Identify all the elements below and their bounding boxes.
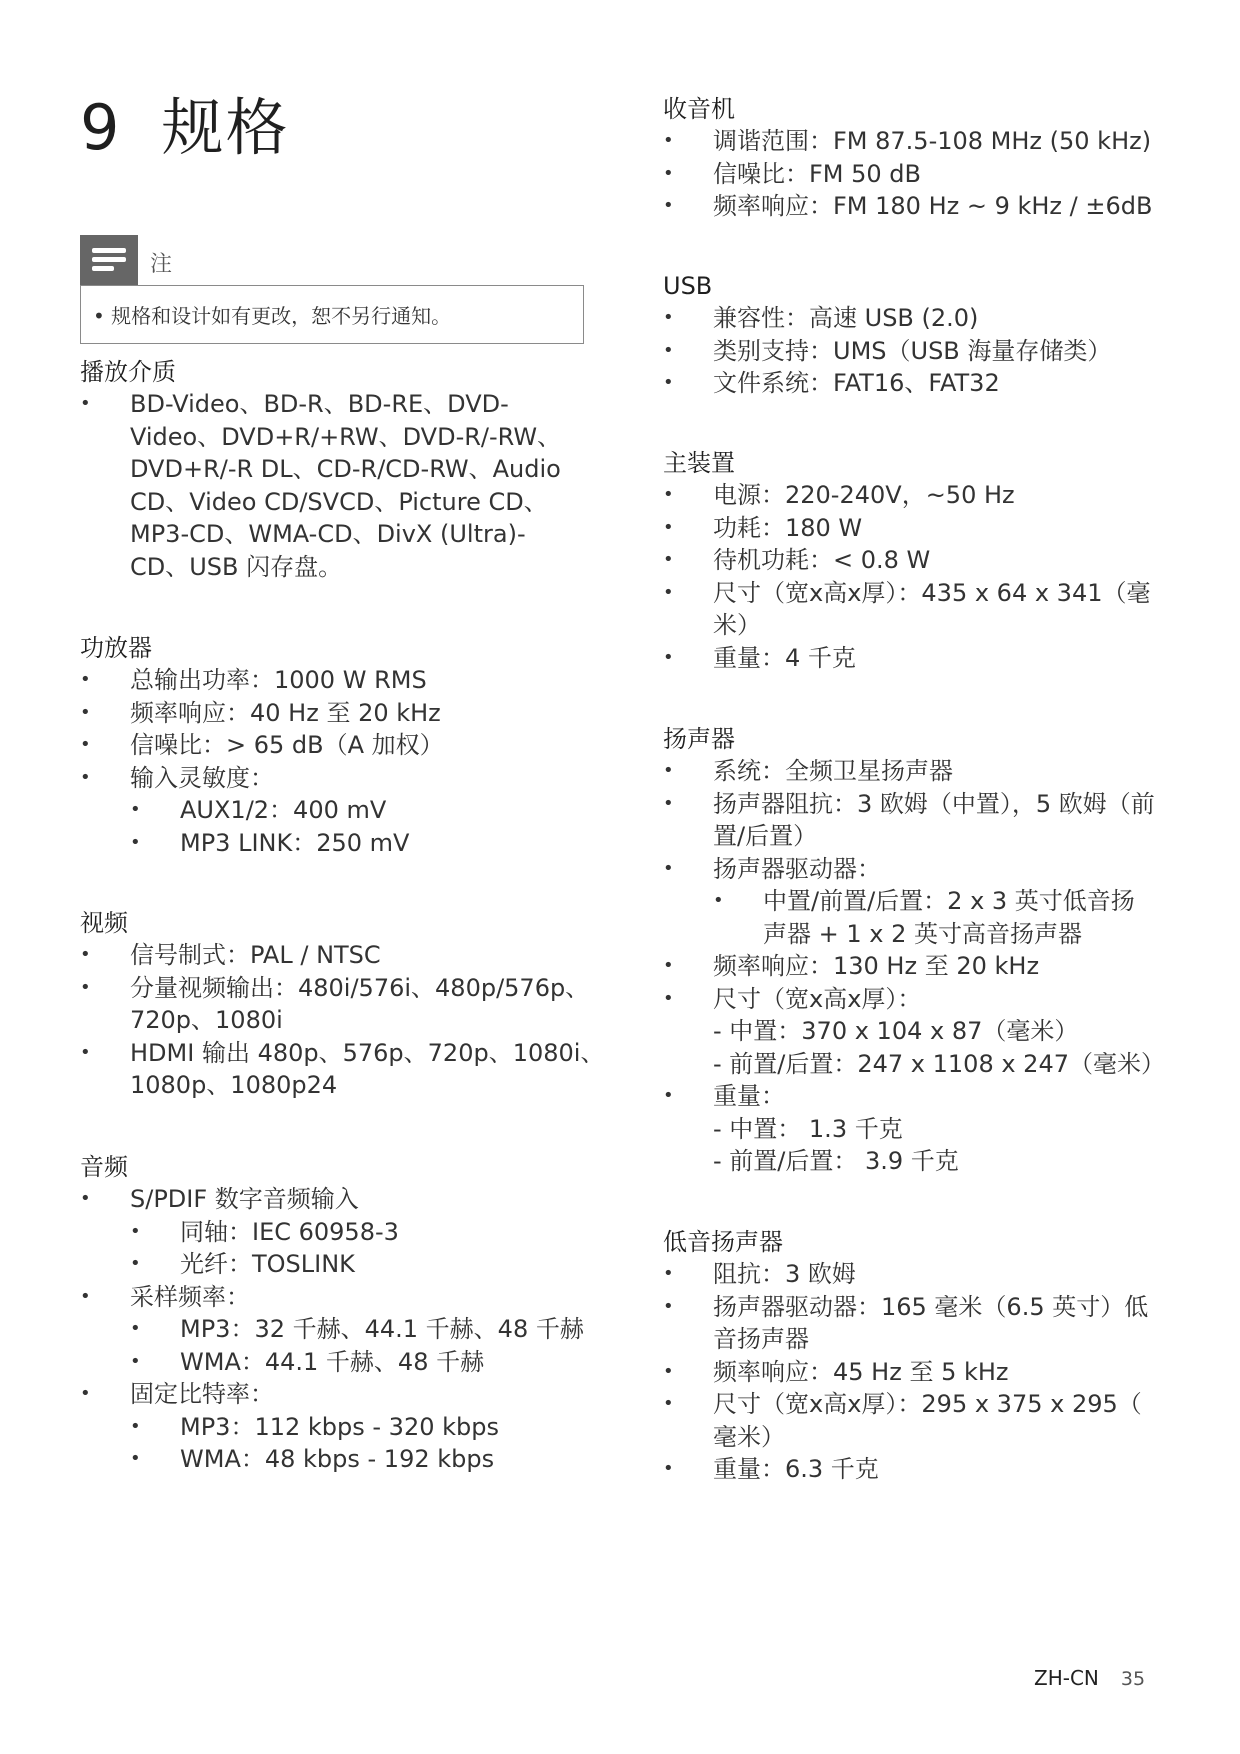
note-text-content: 规格和设计如有更改，恕不另行通知。 — [111, 304, 452, 328]
spec-item — [663, 1291, 1148, 1324]
bullet: • — [663, 955, 674, 976]
section-title: USB — [663, 272, 713, 300]
spec-text: - 前置/后置： 3.9 千克 — [713, 1147, 959, 1175]
spec-text: 固定比特率： — [130, 1380, 274, 1408]
spec-text: 分量视频输出：480i/576i、480p/576p、 — [130, 973, 590, 1002]
bullet: • — [663, 195, 674, 216]
spec-item — [80, 1183, 584, 1216]
spec-continuation — [663, 1145, 1165, 1178]
bullet: • — [663, 1263, 674, 1284]
bullet: • — [130, 1253, 141, 1274]
bullet: • — [663, 857, 674, 879]
bullet: • — [663, 484, 674, 505]
spec-item — [663, 512, 1150, 545]
section-tuner — [663, 93, 1152, 223]
spec-text: CD、Video CD/SVCD、Picture CD、 — [130, 487, 548, 516]
spec-text: 功耗：180 W — [713, 513, 863, 542]
spec-text: BD-Video、BD-R、BD-RE、DVD- — [130, 390, 509, 418]
spec-item — [663, 302, 1111, 335]
section-amplifier — [80, 632, 444, 859]
bullet: • — [130, 1318, 141, 1339]
bullet: • — [663, 1393, 674, 1414]
spec-text: - 前置/后置：247 x 1108 x 247（毫米） — [713, 1049, 1165, 1078]
bullet: • — [80, 1041, 91, 1063]
spec-item — [80, 762, 444, 795]
spec-item — [663, 1080, 1165, 1113]
spec-item — [80, 1281, 584, 1314]
spec-text: 兼容性：高速 USB (2.0) — [713, 304, 979, 332]
bullet: • — [713, 890, 724, 911]
section-title: 主装置 — [663, 449, 735, 477]
spec-subitem — [80, 1443, 584, 1476]
spec-text: 尺寸（宽x高x厚）：435 x 64 x 341（毫 — [713, 578, 1151, 607]
spec-continuation — [663, 609, 1150, 642]
spec-text: MP3-CD、WMA-CD、DivX (Ultra)- — [130, 520, 526, 548]
spec-text: 信号制式：PAL / NTSC — [130, 941, 381, 969]
spec-text: HDMI 输出 480p、576p、720p、1080i、 — [130, 1038, 605, 1067]
spec-text: 尺寸（宽x高x厚）：295 x 375 x 295（ — [713, 1390, 1142, 1418]
spec-text: 电源：220-240V，~50 Hz — [713, 481, 1015, 509]
bullet: • — [663, 987, 674, 1009]
section-media — [80, 356, 561, 583]
spec-text: 待机功耗：< 0.8 W — [713, 546, 931, 574]
spec-subitem — [80, 794, 444, 827]
bullet: • — [663, 646, 674, 668]
spec-text: 尺寸（宽x高x厚）： — [713, 984, 922, 1013]
spec-text: 频率响应：130 Hz 至 20 kHz — [713, 952, 1040, 980]
section-title: 收音机 — [663, 95, 735, 123]
spec-text: Video、DVD+R/+RW、DVD-R/-RW、 — [130, 422, 562, 451]
spec-continuation — [80, 1069, 604, 1102]
bullet: • — [663, 307, 674, 328]
spec-text: 阻抗：3 欧姆 — [713, 1260, 856, 1288]
spec-text: 频率响应：40 Hz 至 20 kHz — [130, 698, 441, 727]
spec-text: 系统：全频卫星扬声器 — [713, 757, 953, 785]
spec-continuation — [663, 820, 1165, 853]
spec-text: WMA：44.1 千赫、48 千赫 — [180, 1347, 485, 1376]
page-footer — [1034, 1666, 1145, 1690]
footer-language: ZH-CN — [1034, 1666, 1099, 1690]
spec-item — [663, 577, 1150, 610]
spec-continuation — [663, 1421, 1148, 1454]
spec-item — [80, 697, 444, 730]
note-text — [93, 300, 451, 329]
section-subwoofer — [663, 1226, 1148, 1486]
bullet: • — [663, 792, 674, 814]
bullet: • — [130, 1350, 141, 1372]
spec-continuation — [80, 1004, 604, 1037]
spec-item — [663, 479, 1150, 512]
spec-subitem — [80, 1216, 584, 1249]
spec-item — [80, 664, 444, 697]
spec-item — [663, 755, 1165, 788]
bullet: • — [80, 734, 91, 755]
spec-text: 类别支持：UMS（USB 海量存储类） — [713, 336, 1112, 365]
spec-item — [663, 1453, 1148, 1486]
spec-item — [663, 367, 1111, 400]
spec-text: 输入灵敏度： — [130, 763, 274, 792]
chapter-heading — [80, 78, 289, 167]
bullet: • — [80, 393, 91, 414]
spec-text: 声器 + 1 x 2 英寸高音扬声器 — [763, 919, 1082, 948]
spec-continuation — [663, 1015, 1165, 1048]
spec-item — [663, 950, 1165, 983]
spec-text: 频率响应：FM 180 Hz ~ 9 kHz / ±6dB — [713, 192, 1153, 220]
spec-item — [663, 1388, 1148, 1421]
spec-continuation — [80, 518, 561, 551]
bullet: • — [130, 799, 141, 820]
note-box — [80, 235, 584, 346]
section-title: 播放介质 — [80, 358, 176, 386]
spec-text: 扬声器驱动器：165 毫米（6.5 英寸）低 — [713, 1292, 1149, 1321]
spec-item — [663, 1356, 1148, 1389]
bullet: • — [663, 1360, 674, 1382]
section-title: 功放器 — [80, 634, 152, 662]
spec-item — [663, 788, 1165, 821]
page-number: 35 — [1120, 1668, 1146, 1690]
spec-subitem — [80, 1248, 584, 1281]
bullet: • — [130, 1220, 141, 1242]
bullet: • — [663, 1295, 674, 1317]
spec-text: 采样频率： — [130, 1282, 250, 1311]
spec-item — [80, 388, 561, 421]
spec-subitem — [80, 827, 444, 860]
spec-text: 总输出功率：1000 W RMS — [130, 666, 427, 694]
spec-item — [663, 1258, 1148, 1291]
spec-item — [663, 983, 1165, 1016]
note-icon — [80, 235, 138, 285]
bullet: • — [80, 1285, 91, 1307]
bullet: • — [130, 1448, 141, 1469]
section-title: 视频 — [80, 909, 128, 937]
spec-text: 扬声器阻抗：3 欧姆（中置），5 欧姆（前 — [713, 789, 1155, 818]
spec-text: DVD+R/-R DL、CD-R/CD-RW、Audio — [130, 455, 561, 483]
spec-text: AUX1/2：400 mV — [180, 796, 387, 824]
bullet: • — [130, 831, 141, 853]
spec-text: 调谐范围：FM 87.5-108 MHz (50 kHz) — [713, 127, 1152, 155]
spec-continuation — [80, 453, 561, 486]
bullet: • — [80, 944, 91, 965]
spec-continuation — [663, 1323, 1148, 1356]
spec-text: S/PDIF 数字音频输入 — [130, 1185, 359, 1213]
spec-text: 光纤：TOSLINK — [180, 1250, 355, 1278]
bullet: • — [130, 1415, 141, 1437]
section-main-unit — [663, 447, 1150, 674]
spec-text: 扬声器驱动器： — [713, 854, 881, 883]
section-usb — [663, 270, 1111, 400]
bullet: • — [663, 372, 674, 393]
spec-text: 720p、1080i — [130, 1006, 283, 1034]
spec-item — [663, 853, 1165, 886]
bullet: • — [80, 976, 91, 998]
bullet: • — [663, 130, 674, 151]
spec-subitem — [80, 1411, 584, 1444]
bullet: • — [663, 1085, 674, 1106]
spec-text: 中置/前置/后置：2 x 3 英寸低音扬 — [763, 887, 1135, 915]
section-title: 音频 — [80, 1153, 128, 1181]
spec-text: 文件系统：FAT16、FAT32 — [713, 369, 1000, 397]
spec-text: 置/后置） — [713, 822, 818, 850]
section-video — [80, 907, 604, 1102]
bullet: • — [80, 701, 91, 723]
spec-text: - 中置： 1.3 千克 — [713, 1114, 903, 1143]
spec-text: MP3：112 kbps - 320 kbps — [180, 1412, 499, 1441]
spec-item — [663, 642, 1150, 675]
spec-text: 毫米） — [713, 1422, 785, 1451]
bullet: • — [80, 1188, 91, 1209]
spec-subitem — [663, 885, 1165, 918]
spec-text: 音扬声器 — [713, 1325, 809, 1353]
spec-continuation — [80, 551, 561, 584]
note-body — [80, 285, 584, 344]
note-bullet: • — [93, 304, 105, 328]
spec-continuation — [80, 486, 561, 519]
chapter-title: 规格 — [161, 91, 290, 164]
spec-text: MP3：32 千赫、44.1 千赫、48 千赫 — [180, 1315, 584, 1343]
spec-text: 信噪比：FM 50 dB — [713, 159, 922, 188]
chapter-number: 9 — [80, 91, 122, 164]
section-audio — [80, 1151, 584, 1476]
spec-item — [80, 729, 444, 762]
spec-item — [663, 125, 1152, 158]
spec-text: 频率响应：45 Hz 至 5 kHz — [713, 1357, 1009, 1386]
spec-text: MP3 LINK：250 mV — [180, 828, 410, 857]
spec-item — [80, 1037, 604, 1070]
spec-continuation — [663, 1048, 1165, 1081]
bullet: • — [80, 766, 91, 788]
spec-continuation — [663, 918, 1165, 951]
spec-subitem — [80, 1346, 584, 1379]
bullet: • — [663, 162, 674, 184]
bullet: • — [663, 339, 674, 361]
spec-text: 米） — [713, 611, 761, 639]
spec-item — [663, 158, 1152, 191]
note-label: 注 — [150, 252, 173, 277]
bullet: • — [663, 760, 674, 781]
spec-item — [663, 190, 1152, 223]
note-header — [80, 235, 584, 285]
spec-continuation — [80, 421, 561, 454]
bullet: • — [663, 1458, 674, 1479]
spec-text: 1080p、1080p24 — [130, 1071, 338, 1099]
spec-text: 同轴：IEC 60958-3 — [180, 1217, 399, 1246]
section-speakers — [663, 723, 1165, 1178]
spec-continuation — [663, 1113, 1165, 1146]
spec-item — [80, 972, 604, 1005]
spec-text: 重量： — [713, 1082, 785, 1110]
spec-text: 重量：6.3 千克 — [713, 1455, 879, 1483]
bullet: • — [663, 581, 674, 603]
spec-item — [663, 544, 1150, 577]
spec-item — [80, 1378, 584, 1411]
spec-item — [663, 335, 1111, 368]
section-title: 扬声器 — [663, 725, 735, 753]
section-title: 低音扬声器 — [663, 1228, 783, 1256]
bullet: • — [80, 1383, 91, 1404]
spec-text: 重量：4 千克 — [713, 643, 856, 672]
spec-subitem — [80, 1313, 584, 1346]
bullet: • — [80, 669, 91, 690]
spec-text: WMA：48 kbps - 192 kbps — [180, 1445, 495, 1473]
spec-text: - 中置：370 x 104 x 87（毫米） — [713, 1017, 1079, 1045]
spec-text: CD、USB 闪存盘。 — [130, 552, 343, 581]
spec-text: 信噪比：> 65 dB（A 加权） — [130, 731, 444, 759]
spec-item — [80, 939, 604, 972]
bullet: • — [663, 549, 674, 570]
bullet: • — [663, 516, 674, 538]
